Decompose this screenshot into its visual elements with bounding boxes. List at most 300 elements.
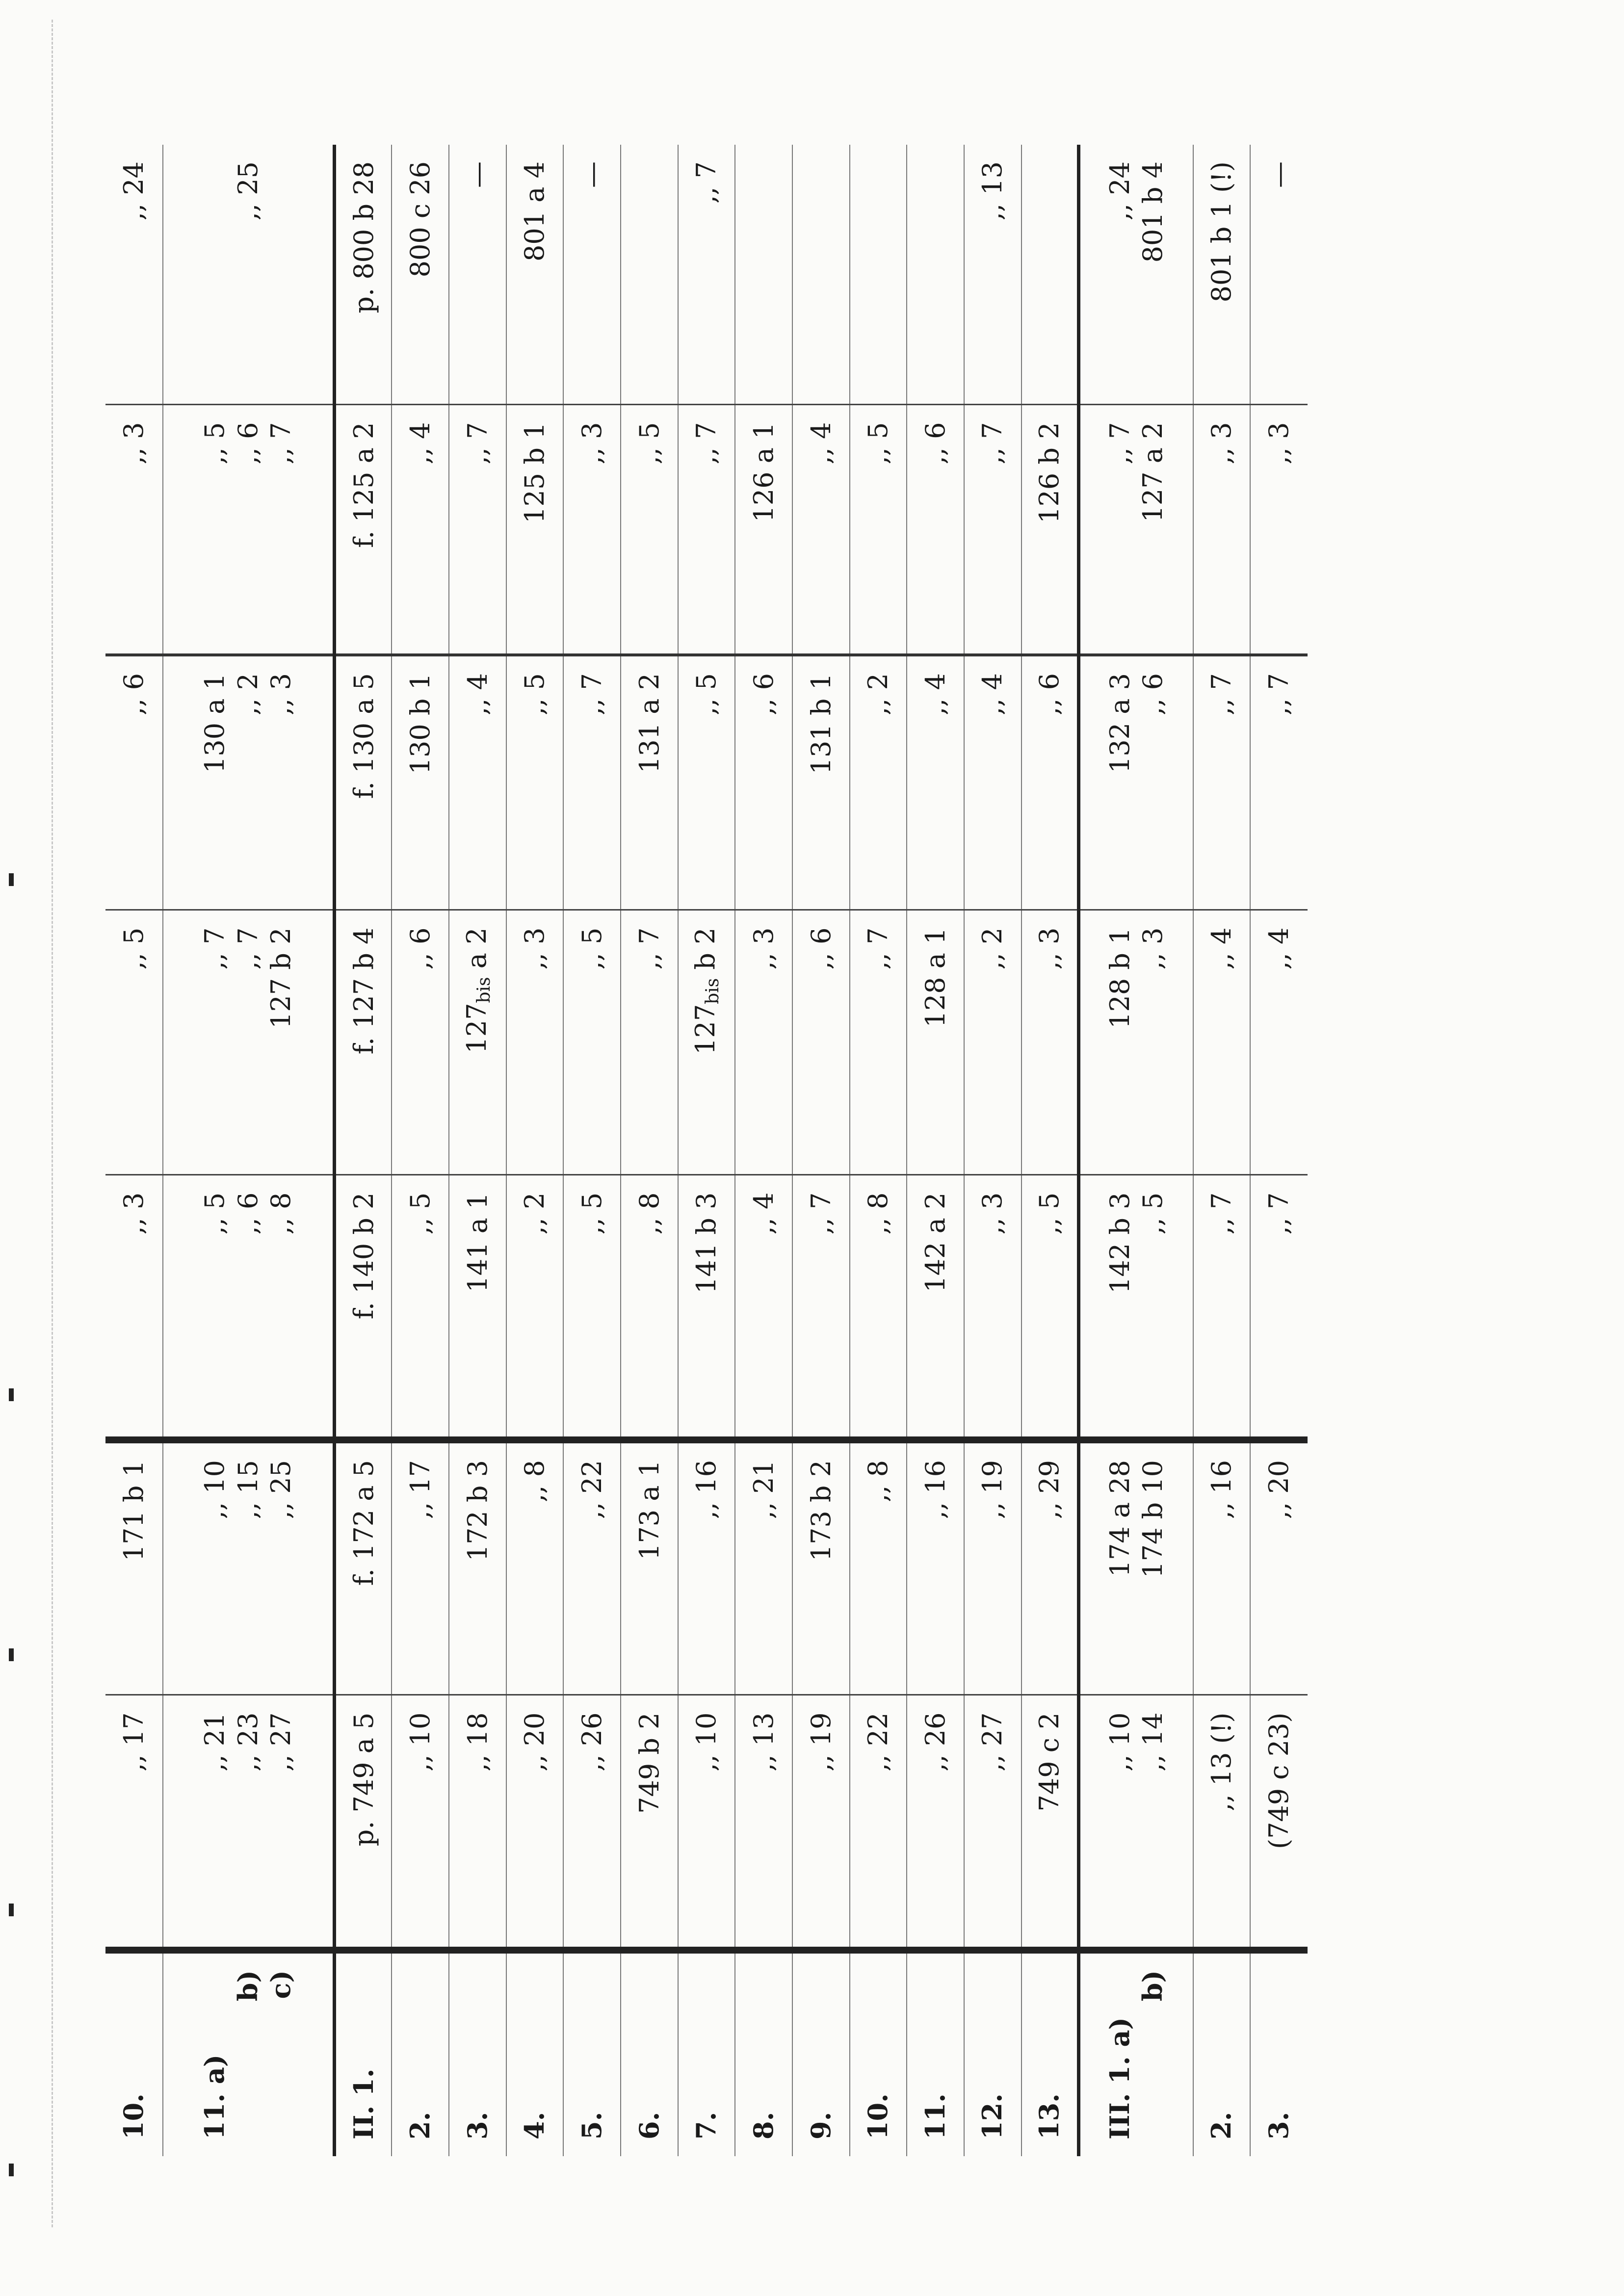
table-cell — [850, 405, 907, 655]
cell-line: 8. — [747, 2112, 779, 2139]
table-cell — [563, 1695, 621, 1950]
cell-line: ,, 16 — [919, 1460, 951, 1519]
cell-line: 2. — [404, 2112, 436, 2139]
cell-line: 2. — [1205, 2112, 1237, 2139]
cell-line: ,, 4 — [805, 422, 837, 465]
cell-line: ,, 6 — [1033, 673, 1065, 715]
cell-line: ,, 24 — [1104, 161, 1135, 221]
cell-line: ,, 3 — [977, 1192, 1008, 1235]
table-cell — [1078, 145, 1193, 405]
cell-line: ,, 20 — [519, 1712, 550, 1772]
table-cell — [449, 910, 506, 1175]
cell-line: 171 b 1 — [118, 1460, 150, 1562]
table-row — [964, 145, 1022, 2156]
cell-line: ,, 22 — [576, 1460, 607, 1519]
table-cell — [964, 655, 1022, 910]
cell-line: ,, 26 — [919, 1712, 951, 1772]
cell-line: ,, 16 — [1206, 1460, 1237, 1519]
table-cell — [1078, 1175, 1193, 1440]
cell-line: 6. — [633, 2112, 665, 2139]
cell-line: ,, 29 — [1033, 1460, 1065, 1519]
table-cell — [335, 910, 392, 1175]
cell-line: ,, 27 — [977, 1712, 1008, 1772]
cell-line: 749 c 2 — [1033, 1712, 1065, 1812]
cell-line: ,, 5 — [118, 927, 150, 970]
table-cell — [850, 145, 907, 405]
table-cell — [907, 405, 964, 655]
cell-line: ,, 8 — [265, 1192, 297, 1235]
table-cell — [163, 1175, 335, 1440]
table-cell — [1250, 405, 1308, 655]
table-cell — [449, 655, 506, 910]
cell-line: 11. — [919, 2093, 951, 2139]
cell-line: ,, 3 — [576, 422, 607, 465]
table-cell — [449, 1440, 506, 1695]
table-cell — [792, 1440, 850, 1695]
table-cell — [163, 910, 335, 1175]
cell-line: ,, 25 — [232, 161, 263, 221]
margin-mark — [9, 1648, 14, 1661]
cell-line: 174 b 10 — [1137, 1460, 1169, 1578]
table-cell — [964, 1695, 1022, 1950]
table-row — [1078, 145, 1193, 2156]
cell-line: 801 b 1 (!) — [1206, 161, 1237, 303]
cell-line: ,, 23 — [232, 1712, 263, 1772]
table-row — [449, 145, 506, 2156]
table-cell — [907, 1175, 964, 1440]
table-cell — [1078, 405, 1193, 655]
table-cell — [506, 1175, 564, 1440]
cell-line: $127_{bis}$ b 2 — [690, 927, 723, 1055]
table-cell — [678, 405, 735, 655]
cell-line: 12. — [976, 2093, 1008, 2139]
table-row — [163, 145, 335, 2156]
table-cell — [907, 1695, 964, 1950]
subscript-bis: bis — [473, 977, 494, 1003]
table-cell — [850, 1175, 907, 1440]
cell-line: ,, 7 — [265, 422, 297, 465]
row-label — [621, 1950, 678, 2156]
table-cell — [735, 910, 792, 1175]
cell-line: ,, 7 — [576, 673, 607, 715]
table-cell — [392, 1695, 449, 1950]
concordance-table — [105, 145, 1308, 2156]
table-cell — [1250, 1440, 1308, 1695]
table-cell — [1022, 1440, 1079, 1695]
cell-line: 3. — [461, 2112, 493, 2139]
cell-line: b) — [232, 1970, 263, 2002]
cell-line: $127_{bis}$ a 2 — [461, 927, 494, 1054]
cell-line: ,, 7 — [1206, 673, 1237, 715]
cell-line: 173 a 1 — [633, 1460, 665, 1560]
cell-line: 9. — [805, 2112, 837, 2139]
table-cell — [678, 655, 735, 910]
cell-line: 131 a 2 — [633, 673, 665, 773]
cell-line: ,, 24 — [118, 161, 150, 221]
subscript-bis: bis — [703, 978, 723, 1004]
cell-line: — — [462, 161, 493, 188]
row-label — [678, 1950, 735, 2156]
table-cell — [506, 145, 564, 405]
cell-line: ,, 6 — [805, 927, 837, 970]
cell-line: ,, 7 — [805, 1192, 837, 1235]
cell-line: 174 a 28 — [1104, 1460, 1135, 1577]
cell-line: ,, 2 — [863, 673, 894, 715]
cell-line: 128 b 1 — [1104, 927, 1135, 1029]
row-label — [1022, 1950, 1079, 2156]
row-label — [1078, 1950, 1193, 2156]
table-cell — [621, 655, 678, 910]
table-cell — [1193, 405, 1251, 655]
table-cell — [449, 405, 506, 655]
table-cell — [1193, 1440, 1251, 1695]
row-label — [506, 1950, 564, 2156]
cell-line: 13. — [1033, 2093, 1065, 2139]
cell-line: ,, 7 — [633, 927, 665, 970]
table-cell — [735, 1440, 792, 1695]
table-cell — [792, 910, 850, 1175]
row-label — [735, 1950, 792, 2156]
table-cell — [1078, 910, 1193, 1175]
cell-line: ,, 3 — [118, 1192, 150, 1235]
cell-line: b) — [1137, 1970, 1169, 2002]
table-cell — [335, 405, 392, 655]
row-label — [964, 1950, 1022, 2156]
cell-line: III. 1. a) — [1103, 2017, 1135, 2139]
cell-line: ,, 3 — [118, 422, 150, 465]
rotated-table-container — [105, 145, 1308, 2156]
cell-line: ,, 6 — [919, 422, 951, 465]
cell-line: 142 a 2 — [919, 1192, 951, 1293]
table-cell — [335, 655, 392, 910]
cell-line: ,, 3 — [1033, 927, 1065, 970]
cell-line: ,, 7 — [462, 422, 493, 465]
table-cell — [964, 910, 1022, 1175]
table-row — [1250, 145, 1308, 2156]
table-cell — [621, 145, 678, 405]
cell-line: ,, 5 — [199, 1192, 231, 1235]
cell-line: ,, 6 — [1137, 673, 1169, 715]
table-cell — [163, 1695, 335, 1950]
table-cell — [506, 1695, 564, 1950]
cell-line: ,, 17 — [118, 1712, 150, 1772]
cell-line: ,, 8 — [863, 1192, 894, 1235]
table-cell — [1022, 910, 1079, 1175]
table-cell — [735, 655, 792, 910]
table-cell — [449, 145, 506, 405]
table-cell — [163, 145, 335, 405]
row-label — [563, 1950, 621, 2156]
cell-line: ,, 7 — [1104, 422, 1135, 465]
cell-line: ,, 4 — [1263, 927, 1295, 970]
cell-line: ,, 21 — [199, 1712, 231, 1772]
cell-line: ,, 19 — [977, 1460, 1008, 1519]
cell-line: f. 172 a 5 — [348, 1460, 379, 1586]
table-cell — [1250, 910, 1308, 1175]
table-cell — [563, 145, 621, 405]
table-cell — [621, 1440, 678, 1695]
table-cell — [792, 405, 850, 655]
table-cell — [850, 655, 907, 910]
cell-line: ,, 7 — [1263, 1192, 1295, 1235]
cell-line: 131 b 1 — [805, 673, 837, 775]
table-cell — [449, 1695, 506, 1950]
table-cell — [792, 145, 850, 405]
cell-line: ,, 3 — [519, 927, 550, 970]
table-cell — [964, 1440, 1022, 1695]
cell-line: 11. a) — [199, 2054, 231, 2139]
table-cell — [105, 1695, 163, 1950]
table-cell — [105, 910, 163, 1175]
table-row — [1022, 145, 1079, 2156]
table-cell — [392, 1175, 449, 1440]
cell-line: ,, 25 — [265, 1460, 297, 1519]
table-cell — [105, 145, 163, 405]
table-cell — [163, 1440, 335, 1695]
table-cell — [1193, 910, 1251, 1175]
cell-line: 4. — [519, 2112, 550, 2139]
cell-line: ,, 8 — [863, 1460, 894, 1502]
cell-line: ,, 5 — [691, 673, 722, 715]
cell-line: ,, 7 — [1206, 1192, 1237, 1235]
cell-line: ,, 5 — [199, 422, 231, 465]
cell-line: p. 749 a 5 — [348, 1712, 379, 1847]
row-label — [105, 1950, 163, 2156]
table-cell — [792, 1175, 850, 1440]
table-cell — [392, 405, 449, 655]
table-row — [735, 145, 792, 2156]
cell-line: f. 140 b 2 — [348, 1192, 379, 1320]
row-label — [392, 1950, 449, 2156]
table-cell — [621, 910, 678, 1175]
cell-line: 130 a 1 — [199, 673, 231, 773]
table-cell — [105, 1175, 163, 1440]
cell-line: ,, 4 — [977, 673, 1008, 715]
table-cell — [792, 1695, 850, 1950]
cell-line: 173 b 2 — [805, 1460, 837, 1562]
cell-line: ,, 18 — [462, 1712, 493, 1772]
cell-line: ,, 4 — [404, 422, 436, 465]
cell-line: 801 a 4 — [519, 161, 550, 261]
cell-line: ,, 2 — [232, 673, 263, 715]
cell-line: 127 b 2 — [265, 927, 297, 1029]
cell-line: 141 b 3 — [691, 1192, 722, 1294]
table-cell — [563, 1175, 621, 1440]
table-cell — [621, 405, 678, 655]
cell-line: ,, 26 — [576, 1712, 607, 1772]
row-label — [792, 1950, 850, 2156]
table-cell — [1193, 655, 1251, 910]
table-cell — [907, 910, 964, 1175]
table-cell — [964, 145, 1022, 405]
cell-line: ,, 13 — [748, 1712, 779, 1772]
table-cell — [850, 1695, 907, 1950]
table-cell — [392, 655, 449, 910]
cell-line: 749 b 2 — [633, 1712, 665, 1814]
table-cell — [792, 655, 850, 910]
table-cell — [678, 1175, 735, 1440]
row-label — [163, 1950, 335, 2156]
cell-line: ,, 8 — [519, 1460, 550, 1502]
table-cell — [163, 405, 335, 655]
cell-line: ,, 3 — [1206, 422, 1237, 465]
cell-line: ,, 6 — [118, 673, 150, 715]
table-cell — [1078, 655, 1193, 910]
cell-line: ,, 13 — [977, 161, 1008, 221]
table-cell — [678, 1440, 735, 1695]
table-row — [907, 145, 964, 2156]
cell-line: ,, 7 — [232, 927, 263, 970]
margin-mark — [9, 2164, 14, 2176]
table-cell — [1078, 1695, 1193, 1950]
table-cell — [1022, 1695, 1079, 1950]
table-cell — [1022, 145, 1079, 405]
table-cell — [1250, 145, 1308, 405]
table-cell — [678, 145, 735, 405]
cell-line: c) — [265, 1970, 297, 1999]
cell-line: 142 b 3 — [1104, 1192, 1135, 1294]
page-edge-line — [52, 20, 53, 2227]
cell-line: ,, 16 — [691, 1460, 722, 1519]
cell-line: ,, 8 — [633, 1192, 665, 1235]
table-row — [563, 145, 621, 2156]
cell-line: ,, 7 — [1263, 673, 1295, 715]
table-cell — [735, 145, 792, 405]
table-cell — [563, 405, 621, 655]
table-row — [335, 145, 392, 2156]
table-cell — [621, 1695, 678, 1950]
table-row — [850, 145, 907, 2156]
table-cell — [964, 405, 1022, 655]
margin-mark — [9, 873, 14, 886]
cell-line: ,, 5 — [519, 673, 550, 715]
cell-line: 126 b 2 — [1033, 422, 1065, 523]
table-cell — [1193, 1175, 1251, 1440]
table-cell — [335, 1695, 392, 1950]
table-cell — [506, 1440, 564, 1695]
table-cell — [392, 910, 449, 1175]
cell-line: ,, 5 — [576, 927, 607, 970]
cell-line: ,, 2 — [519, 1192, 550, 1235]
row-label — [449, 1950, 506, 2156]
cell-line: ,, 5 — [633, 422, 665, 465]
cell-line: 130 b 1 — [404, 673, 436, 775]
table-cell — [850, 1440, 907, 1695]
cell-line: ,, 5 — [1137, 1192, 1169, 1235]
table-cell — [1022, 405, 1079, 655]
table-cell — [1250, 1175, 1308, 1440]
cell-line: 10. — [118, 2093, 150, 2139]
cell-line: ,, 10 — [691, 1712, 722, 1772]
cell-line: 10. — [862, 2093, 894, 2139]
cell-line: — — [576, 161, 607, 188]
cell-line: 127 a 2 — [1137, 422, 1169, 522]
cell-line: ,, 13 (!) — [1206, 1712, 1237, 1811]
cell-line: p. 800 b 28 — [348, 161, 379, 313]
cell-line: 128 a 1 — [919, 927, 951, 1028]
table-cell — [907, 145, 964, 405]
table-row — [678, 145, 735, 2156]
row-label — [335, 1950, 392, 2156]
row-label — [1250, 1950, 1308, 2156]
table-cell — [1193, 145, 1251, 405]
cell-line: (749 c 23) — [1263, 1712, 1295, 1849]
cell-line: f. 125 a 2 — [348, 422, 379, 548]
cell-line: ,, 15 — [232, 1460, 263, 1519]
table-row — [621, 145, 678, 2156]
cell-line: ,, 7 — [691, 422, 722, 465]
table-cell — [563, 910, 621, 1175]
cell-line: f. 127 b 4 — [348, 927, 379, 1055]
table-cell — [163, 655, 335, 910]
table-cell — [1022, 1175, 1079, 1440]
table-cell — [506, 910, 564, 1175]
cell-line: — — [1263, 161, 1295, 188]
table-cell — [392, 145, 449, 405]
cell-line: ,, 6 — [232, 422, 263, 465]
cell-line: ,, 3 — [1263, 422, 1295, 465]
table-cell — [105, 1440, 163, 1695]
cell-line: 172 b 3 — [462, 1460, 493, 1562]
cell-line: ,, 3 — [748, 927, 779, 970]
cell-line: 800 c 26 — [404, 161, 436, 278]
table-cell — [105, 405, 163, 655]
cell-line: ,, 10 — [1104, 1712, 1135, 1772]
table-cell — [907, 1440, 964, 1695]
cell-line: ,, 2 — [977, 927, 1008, 970]
table-cell — [735, 1695, 792, 1950]
cell-line: ,, 4 — [462, 673, 493, 715]
table-cell — [335, 145, 392, 405]
table-cell — [335, 1175, 392, 1440]
table-cell — [735, 405, 792, 655]
table-cell — [563, 1440, 621, 1695]
row-label — [850, 1950, 907, 2156]
cell-line: ,, 27 — [265, 1712, 297, 1772]
table-cell — [735, 1175, 792, 1440]
cell-line: ,, 5 — [1033, 1192, 1065, 1235]
cell-line: ,, 7 — [199, 927, 231, 970]
table-cell — [449, 1175, 506, 1440]
cell-line: ,, 4 — [1206, 927, 1237, 970]
cell-line: ,, 4 — [919, 673, 951, 715]
cell-line: 126 a 1 — [748, 422, 779, 522]
cell-line: 801 b 4 — [1137, 161, 1169, 263]
cell-line: ,, 5 — [863, 422, 894, 465]
cell-line: 5. — [576, 2112, 607, 2139]
cell-line: ,, 5 — [404, 1192, 436, 1235]
cell-line: ,, 4 — [748, 1192, 779, 1235]
cell-line: ,, 19 — [805, 1712, 837, 1772]
table-cell — [563, 655, 621, 910]
table-cell — [1250, 1695, 1308, 1950]
cell-line: ,, 6 — [748, 673, 779, 715]
cell-line: f. 130 a 5 — [348, 673, 379, 799]
table-row — [1193, 145, 1251, 2156]
cell-line: ,, 7 — [691, 161, 722, 204]
margin-mark — [9, 1388, 14, 1401]
table-row — [392, 145, 449, 2156]
cell-line: ,, 3 — [1137, 927, 1169, 970]
cell-line: ,, 10 — [199, 1460, 231, 1519]
cell-line: ,, 17 — [404, 1460, 436, 1519]
table-cell — [850, 910, 907, 1175]
table-cell — [1022, 655, 1079, 910]
cell-line: 141 a 1 — [462, 1192, 493, 1293]
table-cell — [964, 1175, 1022, 1440]
table-cell — [1250, 655, 1308, 910]
table-row — [792, 145, 850, 2156]
